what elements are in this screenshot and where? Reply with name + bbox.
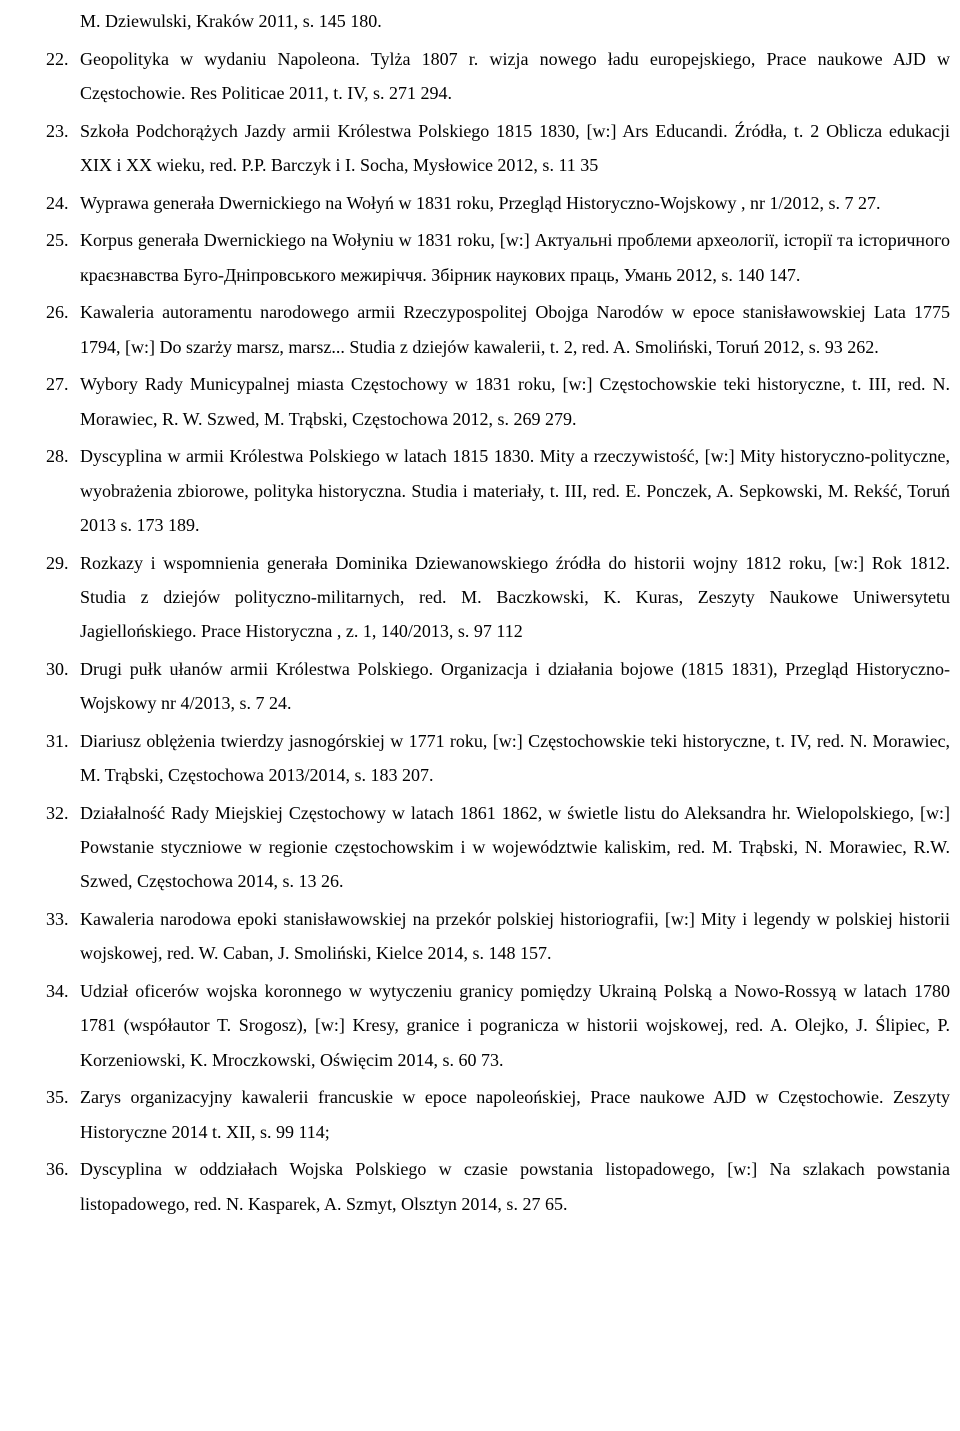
bibliography-entry <box>46 439 950 542</box>
entry-number: 31. <box>46 730 69 751</box>
entry-text: Działalność Rady Miejskiej Częstochowy w latach 1861 1862, w świetle listu do Aleksandra hr. Wielopolskiego, [w:] Powstanie styczniowe w regionie częstochowskim i w województwie kaliskim, red. M. Trąbski, N. Morawiec, R.W. Szwed, Częstochowa 2014, s. 13 26. <box>80 802 950 892</box>
entry-text: Szkoła Podchorążych Jazdy armii Królestwa Polskiego 1815 1830, [w:] Ars Educandi. Źródła, t. 2 Oblicza edukacji XIX i XX wieku, red. P.P. Barczyk i I. Socha, Mysłowice 2012, s. 11 35 <box>80 120 950 175</box>
bibliography-entry <box>46 1152 950 1221</box>
entry-number: 30. <box>46 658 69 679</box>
entry-text: Rozkazy i wspomnienia generała Dominika Dziewanowskiego źródła do historii wojny 1812 roku, [w:] Rok 1812. Studia z dziejów polityczno-militarnych, red. M. Baczkowski, K. Kuras, Zeszyty Naukowe Uniwersytetu Jagiellońskiego. Prace Historyczna , z. 1, 140/2013, s. 97 112 <box>80 552 950 642</box>
continuation-text: M. Dziewulski, Kraków 2011, s. 145 180. <box>80 11 382 31</box>
entry-number: 27. <box>46 374 69 395</box>
bibliography-entry <box>46 652 950 721</box>
entry-number: 26. <box>46 302 69 323</box>
bibliography-list <box>46 4 950 1224</box>
entry-text: Kawaleria narodowa epoki stanisławowskiej na przekór polskiej historiografii, [w:] Mity i legendy w polskiej historii wojskowej, red. W. Caban, J. Smoliński, Kielce 2014, s. 148 157. <box>80 909 950 964</box>
entry-text: Zarys organizacyjny kawalerii francuskie w epoce napoleońskiej, Prace naukowe AJD w Częstochowie. Zeszyty Historyczne 2014 t. XII, s. 99 114; <box>80 1087 950 1142</box>
entry-number: 25. <box>46 230 69 251</box>
bibliography-entry <box>46 1080 950 1149</box>
entry-text: Dyscyplina w oddziałach Wojska Polskiego w czasie powstania listopadowego, [w:] Na szlakach powstania listopadowego, red. N. Kasparek, A. Szmyt, Olsztyn 2014, s. 27 65. <box>80 1159 950 1214</box>
bibliography-entry <box>46 546 950 649</box>
entry-number: 32. <box>46 802 69 823</box>
entry-number: 28. <box>46 446 69 467</box>
entry-text: Geopolityka w wydaniu Napoleona. Tylża 1807 r. wizja nowego ładu europejskiego, Prace naukowe AJD w Częstochowie. Res Politicae 2011, t. IV, s. 271 294. <box>80 48 950 103</box>
continuation-entry <box>46 4 950 38</box>
entry-text: Kawaleria autoramentu narodowego armii Rzeczypospolitej Obojga Narodów w epoce stanisławowskiej Lata 1775 1794, [w:] Do szarży marsz, marsz... Studia z dziejów kawalerii, t. 2, red. A. Smoliński, Toruń 2012, s. 93 262. <box>80 302 950 357</box>
entry-number: 24. <box>46 192 69 213</box>
bibliography-entry <box>46 367 950 436</box>
entry-text: Wyprawa generała Dwernickiego na Wołyń w 1831 roku, Przegląd Historyczno-Wojskowy , nr 1/2012, s. 7 27. <box>80 192 881 213</box>
entry-number: 29. <box>46 552 69 573</box>
entry-text: Diariusz oblężenia twierdzy jasnogórskiej w 1771 roku, [w:] Częstochowskie teki historyczne, t. IV, red. N. Morawiec, M. Trąbski, Częstochowa 2013/2014, s. 183 207. <box>80 730 950 786</box>
entry-text: Korpus generała Dwernickiego na Wołyniu w 1831 roku, [w:] Актуальні проблеми археології, історії та історичного краєзнавства Буго-Дніпровського межиріччя. Збірник наукових праць, Умань 2012, s. 140 147. <box>80 230 950 285</box>
entry-number: 33. <box>46 909 69 930</box>
entry-number: 34. <box>46 981 69 1002</box>
entry-text: Dyscyplina w armii Królestwa Polskiego w latach 1815 1830. Mity a rzeczywistość, [w:] Mity historyczno-polityczne, wyobrażenia zbiorowe, polityka historyczna. Studia i materiały, t. III, red. E. Ponczek, A. Sepkowski, M. Rekść, Toruń 2013 s. 173 189. <box>80 446 950 535</box>
entry-text: Udział oficerów wojska koronnego w wytyczeniu granicy pomiędzy Ukrainą Polską a Nowo-Rossyą w latach 1780 1781 (współautor T. Srogosz), [w:] Kresy, granice i pogranicza w historii wojskowej, red. A. Olejko, J. Ślipiec, P. Korzeniowski, K. Mroczkowski, Oświęcim 2014, s. 60 73. <box>80 981 950 1070</box>
entry-text: Wybory Rady Municypalnej miasta Częstochowy w 1831 roku, [w:] Częstochowskie teki historyczne, t. III, red. N. Morawiec, R. W. Szwed, M. Trąbski, Częstochowa 2012, s. 269 279. <box>80 374 950 429</box>
entry-number: 35. <box>46 1087 69 1108</box>
entry-number: 22. <box>46 48 69 69</box>
bibliography-entry <box>46 796 950 899</box>
entry-number: 23. <box>46 120 69 141</box>
bibliography-entry <box>46 974 950 1077</box>
bibliography-entry <box>46 295 950 364</box>
bibliography-entry <box>46 902 950 971</box>
entry-number: 36. <box>46 1159 69 1180</box>
bibliography-entry <box>46 724 950 793</box>
bibliography-entry <box>46 223 950 292</box>
bibliography-entry <box>46 42 950 111</box>
bibliography-entry <box>46 114 950 183</box>
bibliography-entry <box>46 186 950 220</box>
entry-text: Drugi pułk ułanów armii Królestwa Polskiego. Organizacja i działania bojowe (1815 1831), Przegląd Historyczno-Wojskowy nr 4/2013, s. 7 24. <box>80 658 950 714</box>
